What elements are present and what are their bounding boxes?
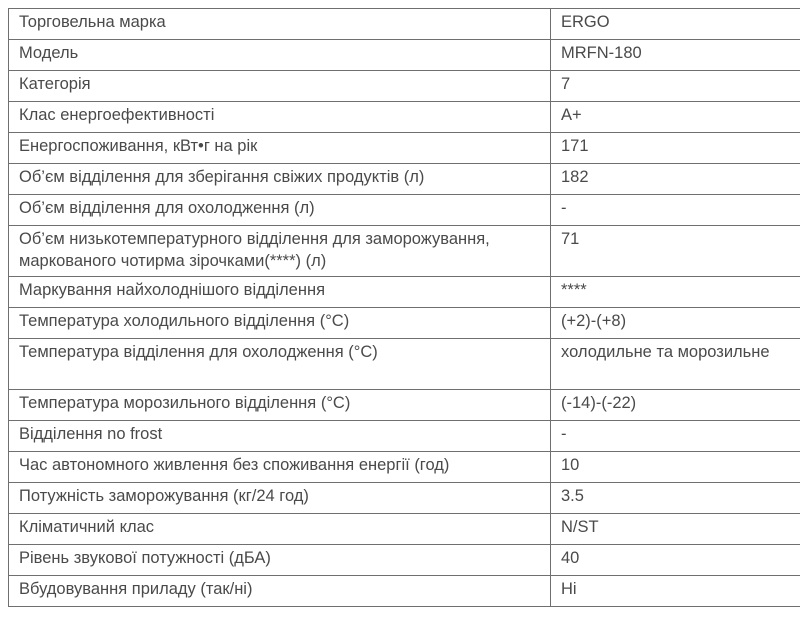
- spec-label: Енергоспоживання, кВт•г на рік: [9, 133, 551, 164]
- spec-value: 7: [551, 71, 800, 102]
- spec-value: 171: [551, 133, 800, 164]
- specification-table: [8, 8, 800, 607]
- spec-label: Модель: [9, 40, 551, 71]
- spec-value: Ні: [551, 576, 800, 607]
- spec-label: Кліматичний клас: [9, 514, 551, 545]
- spec-value: N/ST: [551, 514, 800, 545]
- table-row: [9, 226, 800, 277]
- spec-value: ****: [551, 277, 800, 308]
- spec-value: (-14)-(-22): [551, 390, 800, 421]
- table-row: [9, 164, 800, 195]
- spec-value: 3.5: [551, 483, 800, 514]
- table-row: [9, 40, 800, 71]
- spec-label: Вбудовування приладу (так/ні): [9, 576, 551, 607]
- table-row: [9, 576, 800, 607]
- spec-label: Маркування найхолоднішого відділення: [9, 277, 551, 308]
- table-row: [9, 452, 800, 483]
- spec-label: Клас енергоефективності: [9, 102, 551, 133]
- table-row: [9, 390, 800, 421]
- spec-label: Температура холодильного відділення (°C): [9, 308, 551, 339]
- spec-label: Об’єм низькотемпературного відділення для заморожування, маркованого чотирма зірочками(****) (л): [9, 226, 551, 277]
- table-row: [9, 308, 800, 339]
- table-row: [9, 9, 800, 40]
- spec-value: -: [551, 195, 800, 226]
- table-row: [9, 514, 800, 545]
- spec-label: Торговельна марка: [9, 9, 551, 40]
- table-row: [9, 421, 800, 452]
- spec-value: (+2)-(+8): [551, 308, 800, 339]
- spec-label: Рівень звукової потужності (дБА): [9, 545, 551, 576]
- spec-label: Температура відділення для охолодження (°C): [9, 339, 551, 390]
- spec-label: Температура морозильного відділення (°C): [9, 390, 551, 421]
- spec-label: Потужність заморожування (кг/24 год): [9, 483, 551, 514]
- table-row: [9, 102, 800, 133]
- spec-label: Час автономного живлення без споживання енергії (год): [9, 452, 551, 483]
- spec-label: Відділення no frost: [9, 421, 551, 452]
- table-row: [9, 483, 800, 514]
- table-row: [9, 339, 800, 390]
- spec-label: Об’єм відділення для охолодження (л): [9, 195, 551, 226]
- spec-value: 71: [551, 226, 800, 277]
- spec-value: 182: [551, 164, 800, 195]
- table-row: [9, 133, 800, 164]
- spec-label: Категорія: [9, 71, 551, 102]
- spec-value: холодильне та морозильне: [551, 339, 800, 390]
- table-row: [9, 195, 800, 226]
- spec-value: MRFN-180: [551, 40, 800, 71]
- spec-value: ERGO: [551, 9, 800, 40]
- spec-label: Об’єм відділення для зберігання свіжих продуктів (л): [9, 164, 551, 195]
- table-row: [9, 71, 800, 102]
- spec-value: 10: [551, 452, 800, 483]
- spec-value: 40: [551, 545, 800, 576]
- table-row: [9, 277, 800, 308]
- spec-value: -: [551, 421, 800, 452]
- spec-value: A+: [551, 102, 800, 133]
- table-row: [9, 545, 800, 576]
